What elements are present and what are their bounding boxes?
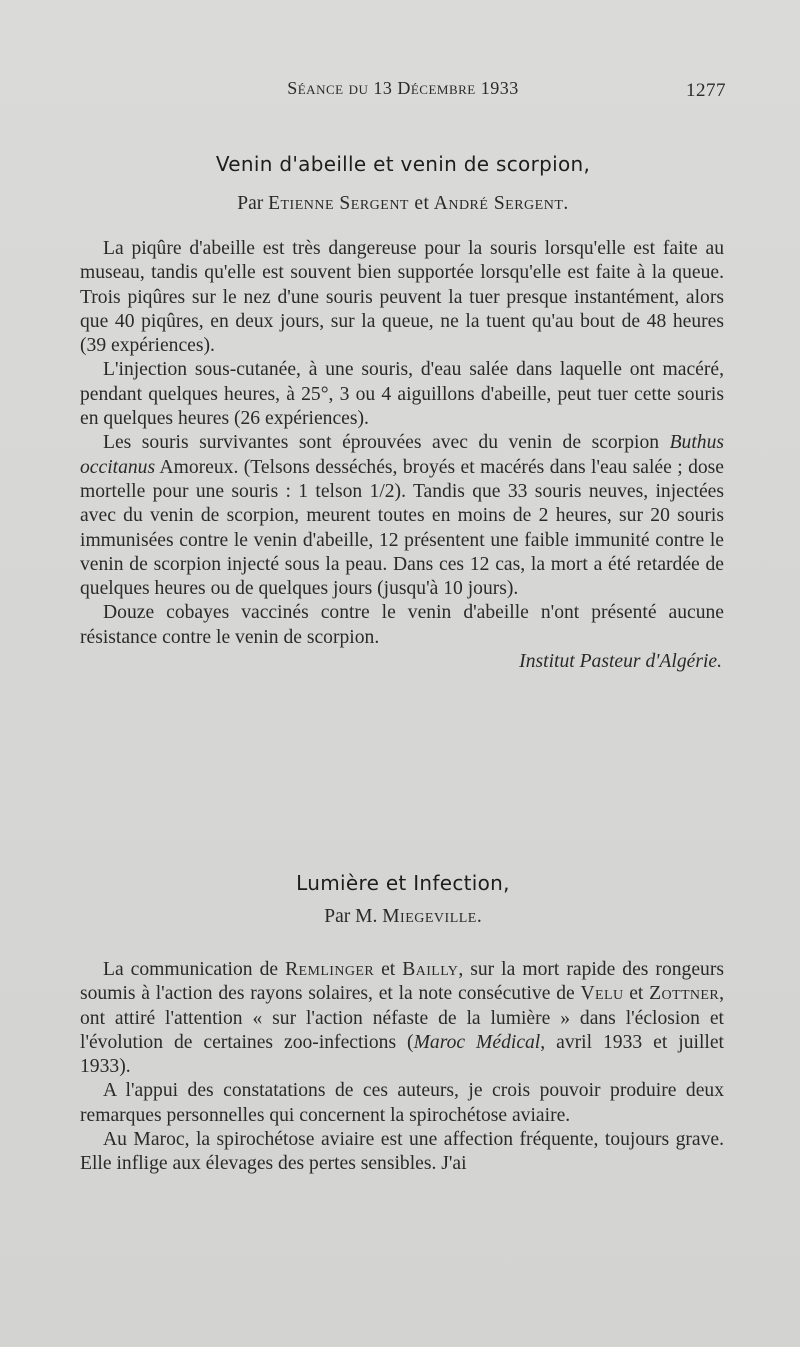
paragraph: Au Maroc, la spirochétose aviaire est une affection fréquente, toujours grave. Elle inflige aux élevages des pertes sensibles. J'ai <box>80 1129 724 1175</box>
article-1-body <box>80 237 724 674</box>
paragraph: Les souris survivantes sont éprouvées avec du venin de scorpion Buthus occitanus Amoreux. (Telsons desséchés, broyés et macérés dans l'eau salée ; dose mortelle pour une souris : 1 telson 1/2). Tandis que 33 souris neuves, injectées avec du venin de scorpion, meurent toutes en moins de 2 heures, sur 20 souris immunisées contre le venin d'abeille, 12 présentent une faible immunité contre le venin de scorpion injecté sous la peau. Dans ces 12 cas, la mort a été retardée de quelques heures ou de quelques jours (jusqu'à 10 jours). <box>80 432 724 600</box>
byline-prefix: Par <box>237 193 264 214</box>
running-head <box>80 78 726 102</box>
article-2-body <box>80 958 724 1177</box>
article-2-byline: Par M. Miegeville. <box>324 906 482 927</box>
paragraph: La piqûre d'abeille est très dangereuse pour la souris lorsqu'elle est faite au museau, tandis qu'elle est souvent bien supportée lorsqu'elle est faite à la queue. Trois piqûres sur le nez d'une souris peuvent la tuer presque instantément, alors que 40 piqûres, en deux jours, sur la queue, ne la tuent qu'au bout de 48 heures (39 expériences). <box>80 238 724 357</box>
paragraph: A l'appui des constatations de ces auteurs, je crois pouvoir produire deux remarques personnelles qui concernent la spirochétose aviaire. <box>80 1080 724 1126</box>
article-1-byline <box>80 193 726 215</box>
article-2-title: Lumière et Infection, <box>296 871 510 895</box>
article-1-title: Venin d'abeille et venin de scorpion, <box>215 152 591 176</box>
article-2-author: Miegeville <box>382 906 477 927</box>
article-1-signature: Institut Pasteur d'Algérie. <box>519 651 722 673</box>
paragraph: L'injection sous-cutanée, à une souris, d'eau salée dans laquelle ont macéré, pendant quelques heures, à 25°, 3 ou 4 aiguillons d'abeille, peut tuer cette souris en quelques heures (26 expériences). <box>80 359 724 430</box>
paragraph: La communication de Remlinger et Bailly, sur la mort rapide des rongeurs soumis à l'action des rayons solaires, et la note consécutive de Velu et Zottner, ont attiré l'attention « sur l'action néfaste de la lumière » dans l'éclosion et l'évolution de certaines zoo-infections (Maroc Médical, avril 1933 et juillet 1933). <box>80 959 725 1078</box>
species-name: Buthus occitanus <box>80 432 724 478</box>
running-title: Séance du 13 Décembre 1933 <box>287 78 519 98</box>
paragraph: Douze cobayes vaccinés contre le venin d'abeille n'ont présenté aucune résistance contre le venin de scorpion. <box>80 602 724 648</box>
page-number: 1277 <box>686 80 726 101</box>
article-1-authors: Etienne Sergent et André Sergent. <box>268 193 569 214</box>
